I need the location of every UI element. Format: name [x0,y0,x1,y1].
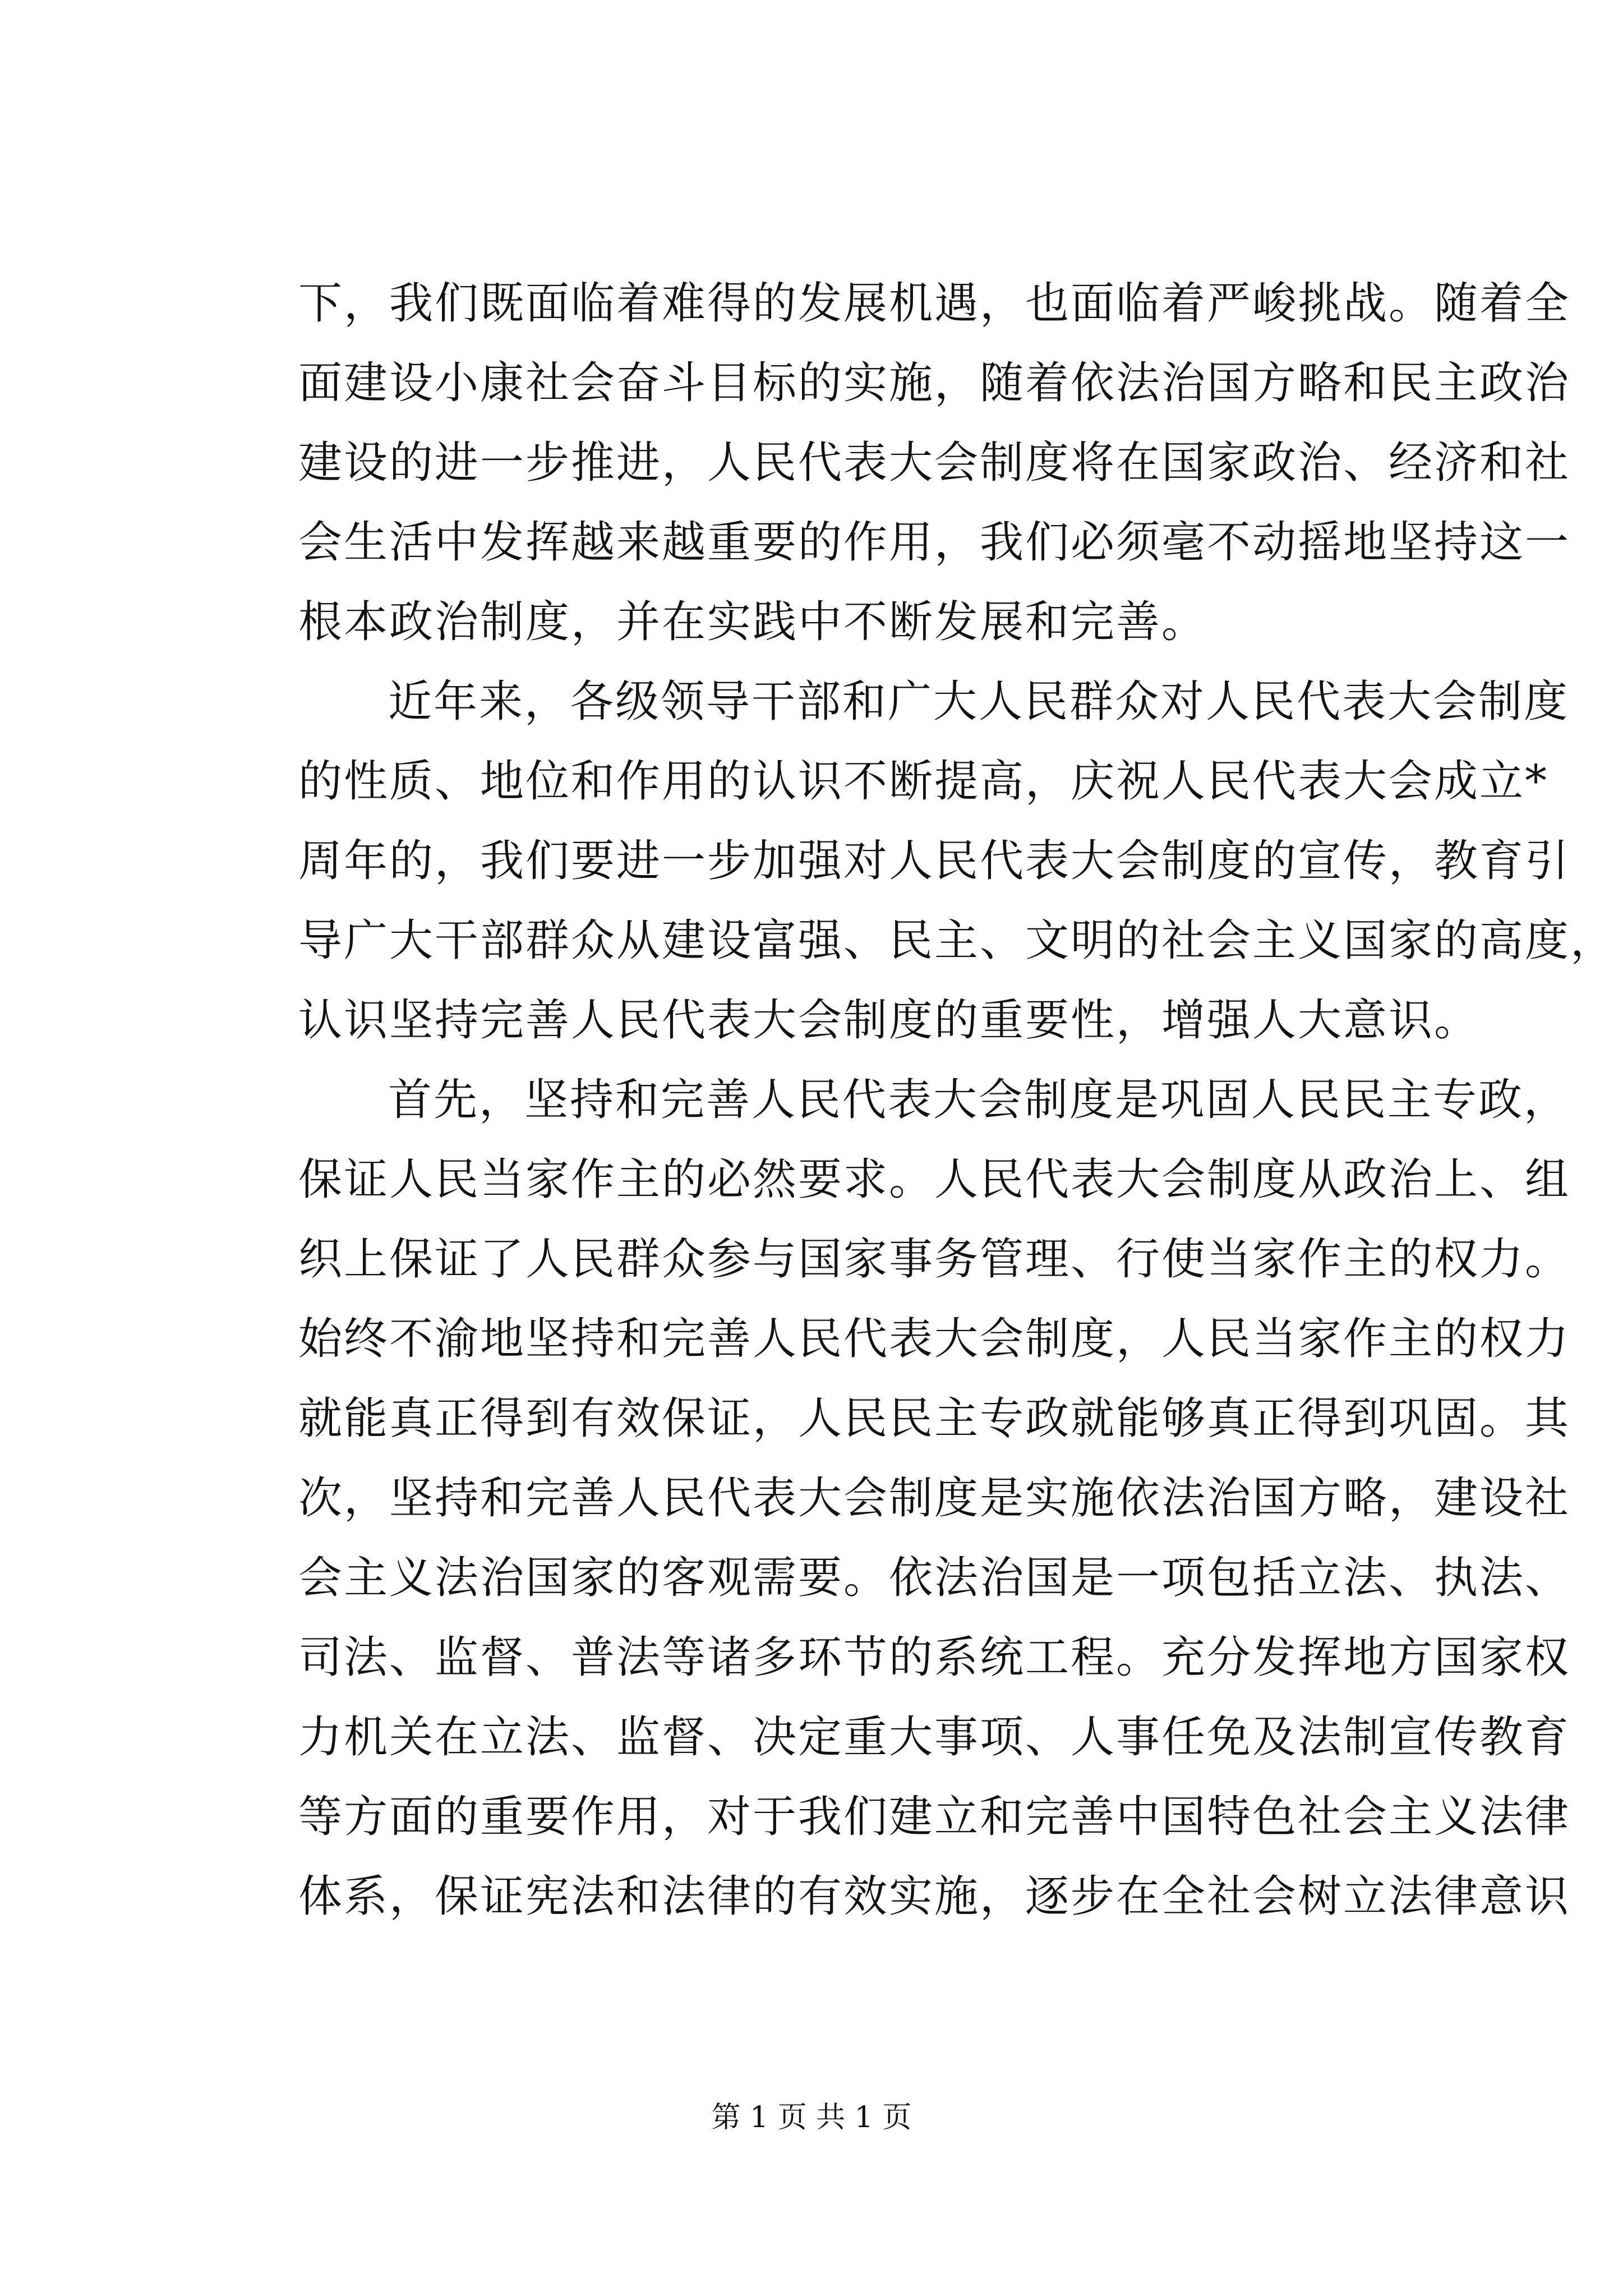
text-line: 建设的进一步推进，人民代表大会制度将在国家政治、经济和社 [298,438,1571,488]
text-line: 织上保证了人民群众参与国家事务管理、行使当家作主的权力。 [298,1234,1571,1285]
text-line: 近年来，各级领导干部和广大人民群众对人民代表大会制度 [388,677,1570,727]
text-line: 会主义法治国家的客观需要。依法治国是一项包括立法、执法、 [298,1553,1571,1603]
text-line: 体系，保证宪法和法律的有效实施，逐步在全社会树立法律意识 [298,1871,1571,1922]
text-line: 次，坚持和完善人民代表大会制度是实施依法治国方略，建设社 [298,1473,1571,1524]
text-line: 力机关在立法、监督、决定重大事项、人事任免及法制宣传教育 [298,1712,1571,1763]
text-line: 周年的，我们要进一步加强对人民代表大会制度的宣传，教育引 [298,836,1571,886]
text-line: 首先，坚持和完善人民代表大会制度是巩固人民民主专政， [388,1075,1570,1125]
text-line: 会生活中发挥越来越重要的作用，我们必须毫不动摇地坚持这一 [298,517,1571,568]
text-line: 面建设小康社会奋斗目标的实施，随着依法治国方略和民主政治 [298,358,1571,408]
text-line: 导广大干部群众从建设富强、民主、文明的社会主义国家的高度， [298,915,1616,966]
text-line: 下，我们既面临着难得的发展机遇，也面临着严峻挑战。随着全 [298,278,1571,329]
text-line: 就能真正得到有效保证，人民民主专政就能够真正得到巩固。其 [298,1393,1571,1444]
page-footer: 第 1 页 共 1 页 [711,2101,912,2134]
text-line: 保证人民当家作主的必然要求。人民代表大会制度从政治上、组 [298,1154,1571,1205]
body-text [298,264,1616,1936]
text-line: 等方面的重要作用，对于我们建立和完善中国特色社会主义法律 [298,1792,1571,1842]
text-line: 认识坚持完善人民代表大会制度的重要性，增强人大意识。 [298,995,1480,1046]
text-line: 始终不渝地坚持和完善人民代表大会制度，人民当家作主的权力 [298,1314,1571,1364]
text-line: 司法、监督、普法等诸多环节的系统工程。充分发挥地方国家权 [298,1632,1571,1683]
text-line: 根本政治制度，并在实践中不断发展和完善。 [298,597,1207,647]
text-line: 的性质、地位和作用的认识不断提高，庆祝人民代表大会成立* [298,756,1549,807]
